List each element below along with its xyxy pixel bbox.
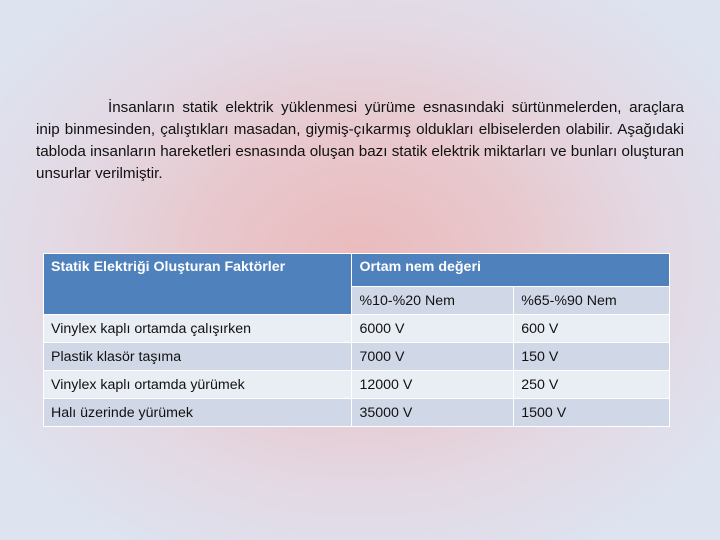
cell-high-humidity: 1500 V [514, 399, 670, 427]
header-humidity: Ortam nem değeri [352, 254, 670, 287]
header-factors: Statik Elektriği Oluşturan Faktörler [44, 254, 352, 315]
intro-paragraph [36, 97, 684, 185]
cell-low-humidity: 35000 V [352, 399, 514, 427]
cell-high-humidity: 150 V [514, 343, 670, 371]
intro-text: İnsanların statik elektrik yüklenmesi yürüme esnasındaki sürtünmelerden, araçlara inip binmesinden, çalıştıkları masadan, giymiş-çıkarmış oldukları elbiselerden olabilir. Aşağıdaki tabloda insanların hareketleri esnasında oluşan bazı statik elektrik miktarları ve bunları oluşturan unsurlar verilmiştir. [36, 99, 684, 182]
table-row [44, 371, 670, 399]
cell-low-humidity: 7000 V [352, 343, 514, 371]
cell-high-humidity: 250 V [514, 371, 670, 399]
static-electricity-table [43, 253, 670, 427]
cell-factor: Plastik klasör taşıma [44, 343, 352, 371]
subheader-high-humidity: %65-%90 Nem [514, 287, 670, 315]
cell-factor: Vinylex kaplı ortamda çalışırken [44, 315, 352, 343]
cell-low-humidity: 6000 V [352, 315, 514, 343]
subheader-low-humidity: %10-%20 Nem [352, 287, 514, 315]
table-header-row [44, 254, 670, 287]
table-row [44, 343, 670, 371]
cell-high-humidity: 600 V [514, 315, 670, 343]
cell-factor: Vinylex kaplı ortamda yürümek [44, 371, 352, 399]
cell-factor: Halı üzerinde yürümek [44, 399, 352, 427]
table-row [44, 399, 670, 427]
cell-low-humidity: 12000 V [352, 371, 514, 399]
table-row [44, 315, 670, 343]
